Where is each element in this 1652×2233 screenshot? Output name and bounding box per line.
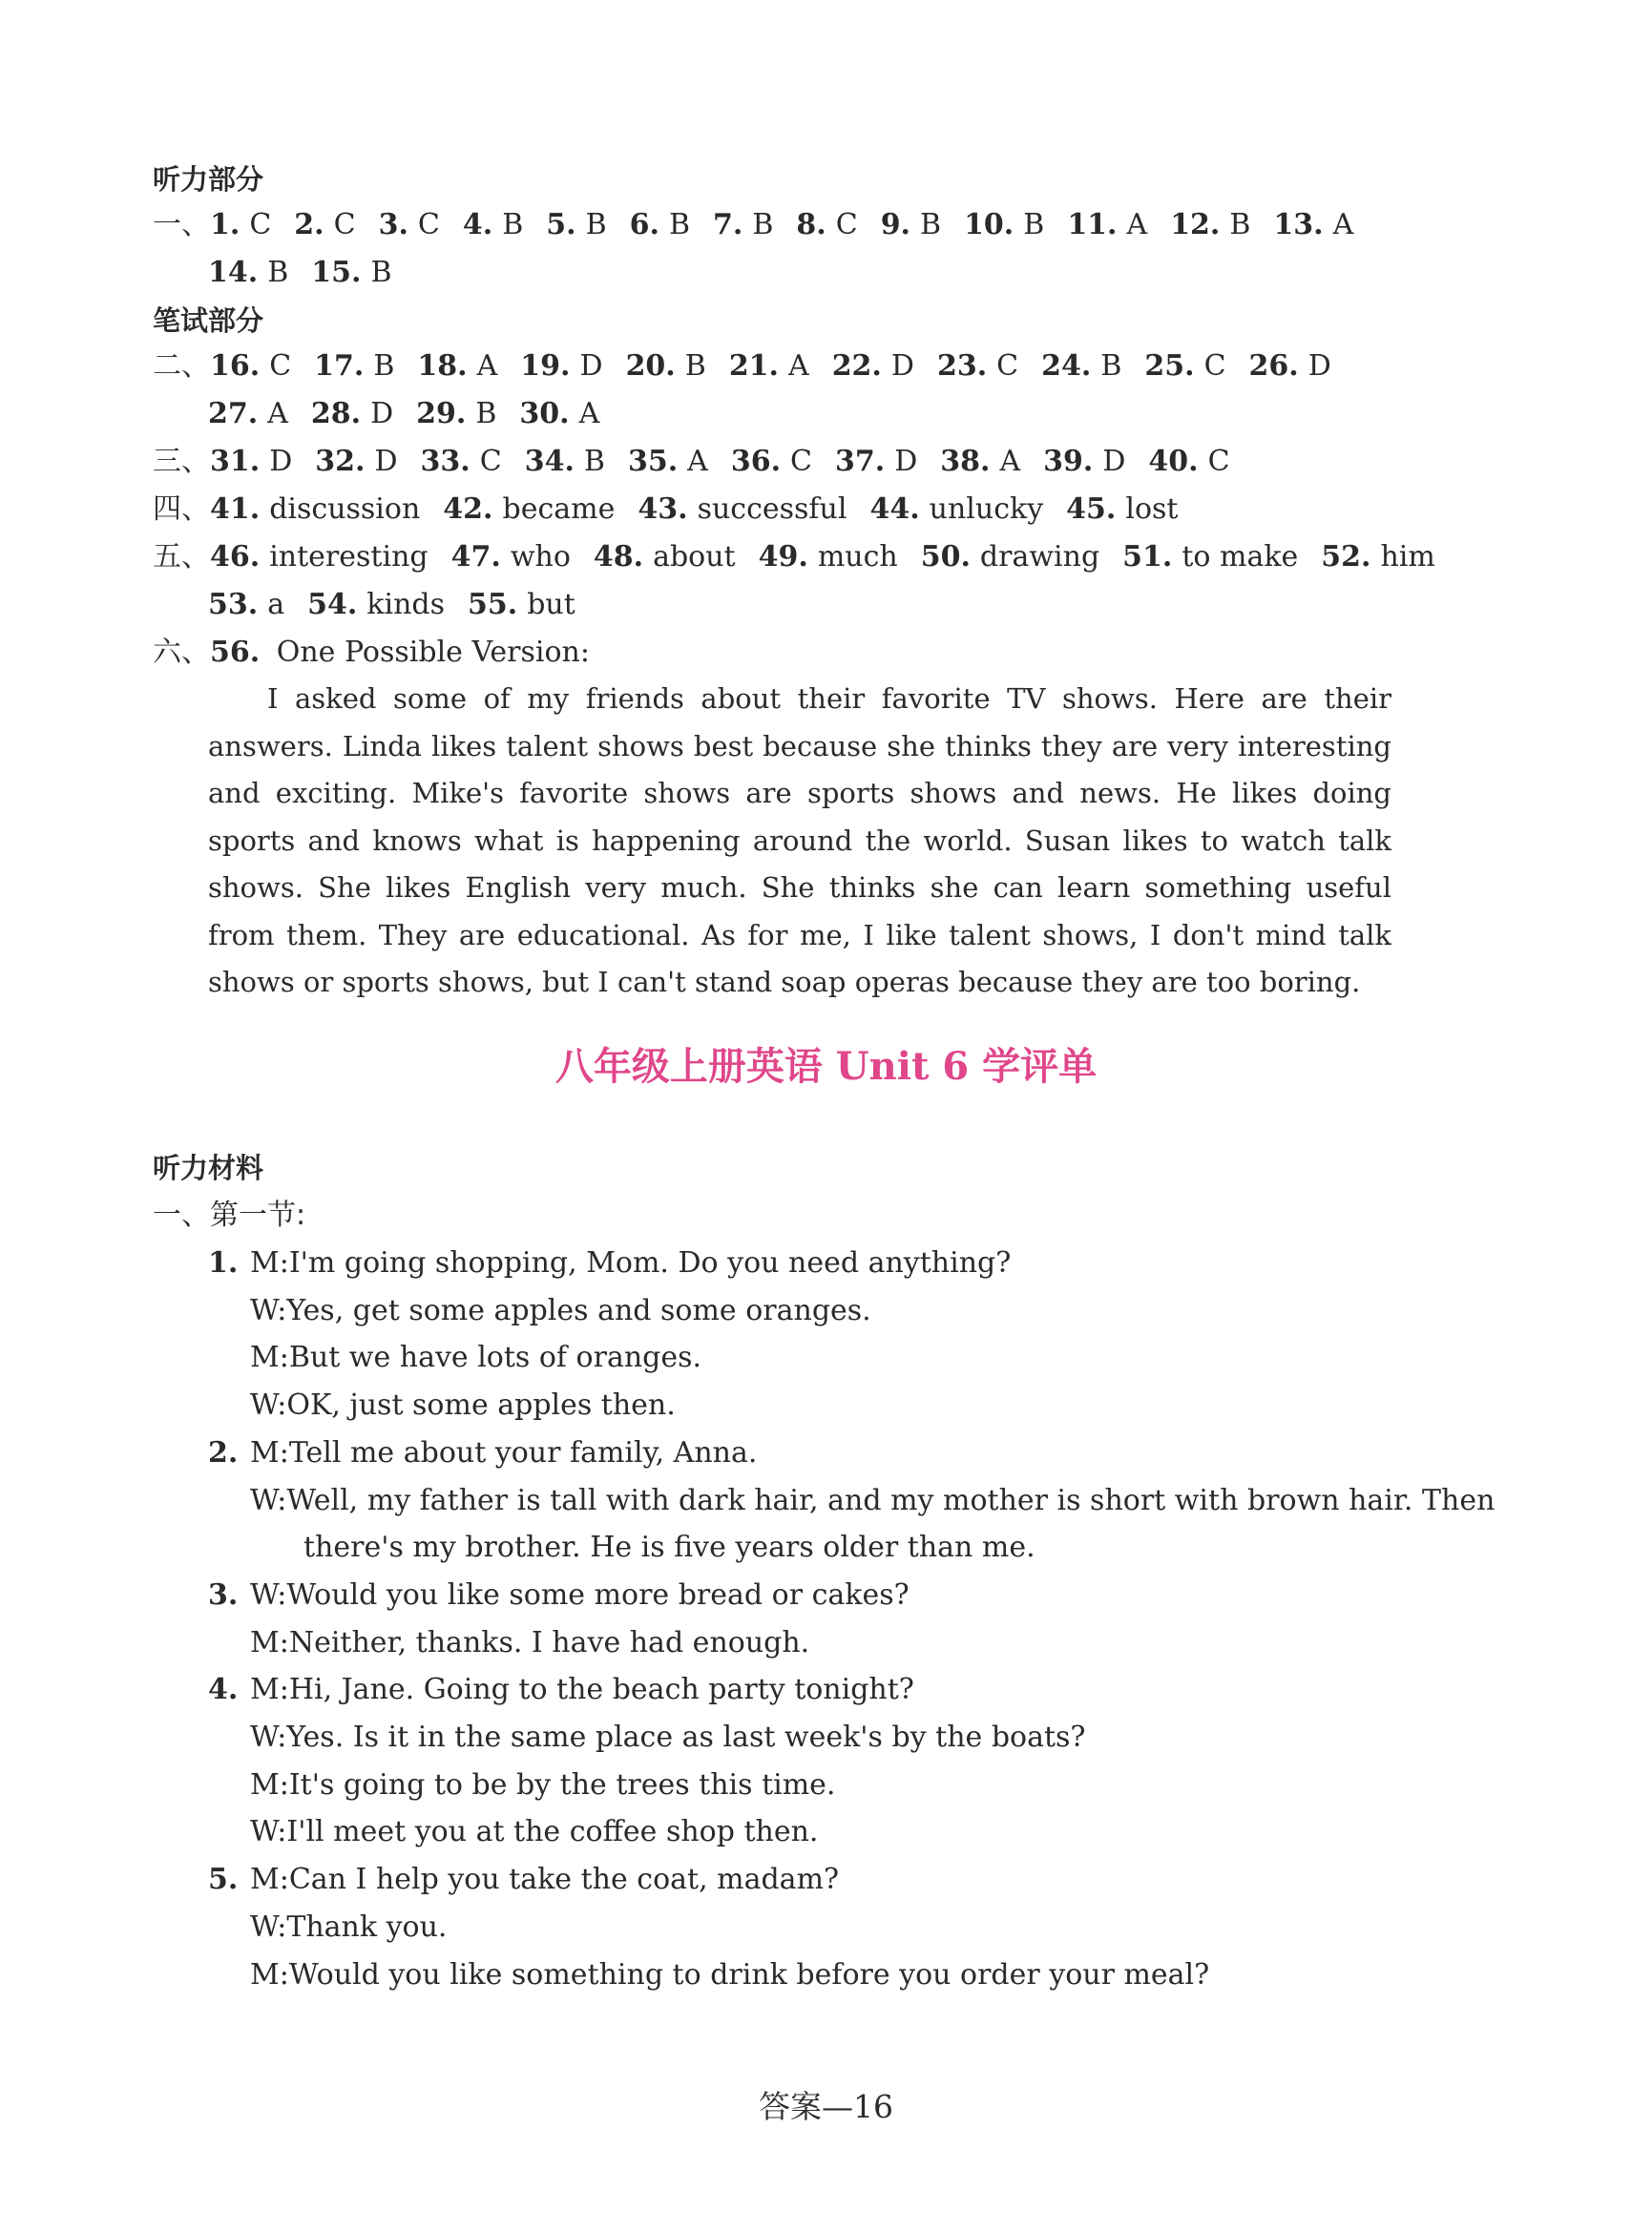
question-number: 5.	[546, 208, 576, 241]
answer-value: A	[578, 397, 600, 430]
question-number: 35.	[627, 445, 679, 478]
speaker-label: W:	[250, 1388, 287, 1423]
question-number: 51.	[1122, 540, 1173, 574]
part2-row1	[153, 347, 1412, 386]
question-number: 24.	[1041, 349, 1092, 383]
answer-value: C	[479, 445, 502, 478]
question-number: 21.	[728, 349, 780, 383]
answer-value: who	[510, 540, 571, 574]
answer-value: C	[996, 349, 1019, 383]
answer-value: kinds	[366, 588, 445, 621]
question-number: 54.	[307, 588, 358, 621]
question-number: 3.	[378, 208, 408, 241]
answer-value: B	[752, 208, 774, 241]
answer-item	[417, 347, 497, 386]
speaker-label: W:	[250, 1577, 287, 1612]
question-number: 17.	[314, 349, 365, 383]
answer-value: D	[1307, 349, 1331, 383]
answer-item	[731, 443, 812, 481]
part5-row2	[208, 586, 1468, 624]
question-number: 42.	[443, 492, 493, 526]
answer-value: C	[269, 349, 292, 383]
answer-value: D	[374, 445, 398, 478]
question-number: 28.	[310, 397, 362, 430]
answer-value: A	[1126, 208, 1148, 241]
question-number: 47.	[450, 540, 501, 574]
answer-item	[869, 490, 1043, 529]
answer-value: B	[585, 208, 607, 241]
question-number: 7.	[713, 208, 743, 241]
answer-value: A	[999, 445, 1021, 478]
answer-item	[519, 395, 599, 433]
part3-row1-items	[210, 445, 1230, 478]
answer-value: D	[894, 445, 918, 478]
part5-row1	[153, 538, 1435, 576]
question-number: 37.	[835, 445, 886, 478]
dialogue-line	[208, 1244, 1468, 1283]
speaker-label: W:	[250, 1721, 287, 1754]
utterance-text: Yes, get some apples and some oranges.	[286, 1293, 871, 1327]
answer-value: lost	[1125, 492, 1179, 526]
dialogue-line	[250, 1387, 1510, 1425]
answer-item	[208, 395, 288, 433]
answer-value: A	[476, 349, 498, 383]
page-footer: 答案—16	[759, 2088, 893, 2125]
listening-section-header: 听力部分	[153, 163, 264, 196]
utterance-text: Hi, Jane. Going to the beach party tonight?	[288, 1673, 914, 1707]
answer-item	[1273, 206, 1353, 244]
answer-item	[525, 443, 605, 481]
question-number: 32.	[315, 445, 366, 478]
part3-row1	[153, 443, 1412, 481]
utterance-text: Would you like some more bread or cakes?	[286, 1577, 910, 1612]
dialogue-line	[250, 1813, 1510, 1851]
utterance-text: Can I help you take the coat, madam?	[288, 1863, 840, 1897]
answer-item	[1148, 443, 1229, 481]
answer-value: B	[370, 256, 392, 289]
dialogue-line	[250, 1766, 1510, 1805]
question-number: 9.	[880, 208, 911, 241]
part2-row2	[208, 395, 1468, 433]
part5-row1-items	[210, 540, 1435, 574]
part1-row1	[153, 206, 1412, 244]
speaker-label: W:	[250, 1910, 287, 1944]
question-number: 20.	[625, 349, 676, 383]
question-number: 1.	[210, 208, 240, 241]
answer-value: B	[475, 397, 497, 430]
dialogue-line	[208, 1861, 1468, 1899]
question-number: 8.	[796, 208, 826, 241]
answer-item	[208, 254, 288, 292]
model-essay-text: I asked some of my friends about their favorite TV shows. Here are their answers. Linda likes talent shows best because she thinks they are very interesting and exciting. Mike's favorite shows are sports shows and news. He likes doing sports and knows what is happening around the world. Susan likes to watch talk shows. She likes English very much. She thinks she can learn something useful from them. They are educational. As for me, I like talent shows, I don't mind talk shows or sports shows, but I can't stand soap operas because they are too boring.	[208, 682, 1391, 998]
answer-item	[468, 586, 575, 624]
answer-item	[628, 443, 708, 481]
question-number: 10.	[964, 208, 1014, 241]
answer-item	[759, 538, 898, 576]
speaker-label: M:	[250, 1341, 289, 1375]
answer-item	[210, 538, 429, 576]
answer-value: C	[835, 208, 858, 241]
answer-item	[416, 395, 496, 433]
answer-item	[835, 443, 917, 481]
answer-value: unlucky	[929, 492, 1044, 526]
speaker-label: M:	[250, 1435, 289, 1470]
part1-prefix: 一、	[153, 208, 210, 241]
speaker-label: W:	[250, 1293, 287, 1327]
answer-item	[594, 538, 736, 576]
utterance-text: It's going to be by the trees this time.	[288, 1767, 836, 1802]
dialogue-number: 5.	[208, 1863, 239, 1897]
answer-item	[311, 395, 393, 433]
answer-item	[314, 347, 394, 386]
answer-item	[1066, 490, 1178, 529]
part1-row2	[208, 254, 1468, 292]
question-number: 6.	[629, 208, 659, 241]
listening-materials-header: 听力材料	[153, 1152, 264, 1184]
answer-item	[210, 206, 271, 244]
answer-value: a	[267, 588, 285, 621]
question-number: 53.	[208, 588, 259, 621]
question-number: 49.	[758, 540, 808, 574]
question-number: 41.	[210, 492, 261, 526]
question-number: 39.	[1043, 445, 1094, 478]
answer-item	[463, 206, 523, 244]
dialogue-line	[250, 1909, 1510, 1947]
question-number: 46.	[210, 540, 261, 574]
question-number: 14.	[208, 256, 259, 289]
answer-item	[208, 586, 284, 624]
answer-item	[626, 347, 706, 386]
dialogue-number: 4.	[208, 1673, 239, 1707]
speaker-label: M:	[250, 1767, 289, 1802]
part6-label: One Possible Version:	[276, 636, 590, 669]
speaker-label: M:	[250, 1863, 289, 1897]
question-number: 31.	[210, 445, 261, 478]
answer-value: B	[267, 256, 289, 289]
dialogue-number: 1.	[208, 1246, 239, 1280]
written-section-header: 笔试部分	[153, 304, 264, 337]
part1-row1-items	[210, 208, 1353, 241]
answer-item	[443, 490, 615, 529]
question-number: 52.	[1321, 540, 1371, 574]
answer-value: much	[817, 540, 898, 574]
model-essay	[208, 676, 1391, 1007]
answer-item	[1321, 538, 1435, 576]
answer-item	[546, 206, 606, 244]
dialogue-line	[208, 1576, 1468, 1615]
answer-value: B	[1023, 208, 1045, 241]
question-number: 55.	[468, 588, 518, 621]
dialogue-line	[208, 1671, 1468, 1709]
answer-item	[210, 443, 292, 481]
answer-item	[937, 347, 1018, 386]
answer-value: C	[1207, 445, 1230, 478]
answer-value: him	[1380, 540, 1435, 574]
answer-value: D	[1102, 445, 1126, 478]
speaker-label: M:	[250, 1625, 289, 1659]
dialogue-number: 2.	[208, 1435, 239, 1470]
question-number: 40.	[1148, 445, 1199, 478]
answer-value: A	[1332, 208, 1354, 241]
answer-value: to make	[1181, 540, 1299, 574]
utterance-text: Well, my father is tall with dark hair, and my mother is short with brown hair. Then	[286, 1483, 1495, 1517]
question-number: 12.	[1170, 208, 1221, 241]
answer-value: D	[269, 445, 293, 478]
answer-value: about	[653, 540, 736, 574]
utterance-text: there's my brother. He is five years older than me.	[303, 1531, 1035, 1565]
speaker-label: M:	[250, 1673, 289, 1707]
question-number: 33.	[420, 445, 471, 478]
answer-value: A	[687, 445, 708, 478]
question-number: 4.	[462, 208, 493, 241]
answer-item	[796, 206, 857, 244]
part6-number: 56.	[210, 636, 261, 669]
question-number: 16.	[210, 349, 261, 383]
question-number: 38.	[940, 445, 991, 478]
speaker-label: M:	[250, 1246, 289, 1280]
answer-value: B	[583, 445, 605, 478]
question-number: 13.	[1273, 208, 1324, 241]
part6-heading	[153, 634, 1412, 672]
answer-value: interesting	[269, 540, 429, 574]
part4-prefix: 四、	[153, 492, 210, 526]
answer-item	[1067, 206, 1147, 244]
answer-value: D	[370, 397, 394, 430]
question-number: 19.	[520, 349, 571, 383]
section1-label: 一、第一节:	[153, 1199, 306, 1232]
answer-item	[921, 538, 1099, 576]
answer-value: B	[373, 349, 395, 383]
answer-value: successful	[697, 492, 847, 526]
answer-item	[940, 443, 1020, 481]
question-number: 30.	[519, 397, 570, 430]
utterance-text: OK, just some apples then.	[286, 1388, 676, 1423]
answer-item	[1170, 206, 1250, 244]
answer-item	[451, 538, 571, 576]
answer-value: B	[684, 349, 706, 383]
unit-title: 八年级上册英语 Unit 6 学评单	[554, 1044, 1098, 1089]
answer-value: C	[1203, 349, 1226, 383]
answer-value: A	[267, 397, 288, 430]
answer-value: C	[333, 208, 356, 241]
question-number: 22.	[831, 349, 882, 383]
question-number: 2.	[294, 208, 324, 241]
question-number: 15.	[311, 256, 362, 289]
question-number: 27.	[208, 397, 259, 430]
answer-item	[379, 206, 440, 244]
dialogue-line	[250, 1292, 1510, 1330]
utterance-text: I'm going shopping, Mom. Do you need anything?	[288, 1246, 1012, 1280]
dialogue-line	[250, 1482, 1510, 1520]
answer-item	[1041, 347, 1121, 386]
answer-item	[421, 443, 502, 481]
question-number: 23.	[936, 349, 988, 383]
question-number: 45.	[1066, 492, 1117, 526]
dialogue-line	[250, 1956, 1510, 1994]
answer-value: C	[790, 445, 812, 478]
speaker-label: W:	[250, 1483, 287, 1517]
answer-value: B	[920, 208, 942, 241]
utterance-text: Yes. Is it in the same place as last week's by the boats?	[286, 1721, 1086, 1754]
dialogue-number: 3.	[208, 1577, 239, 1612]
answer-item	[210, 347, 291, 386]
answer-value: became	[502, 492, 616, 526]
answer-item	[311, 254, 391, 292]
answer-item	[964, 206, 1044, 244]
question-number: 25.	[1144, 349, 1195, 383]
answer-item	[881, 206, 941, 244]
utterance-text: I'll meet you at the coffee shop then.	[286, 1815, 819, 1849]
answer-value: B	[502, 208, 524, 241]
part2-prefix: 二、	[153, 349, 210, 383]
part4-row1-items	[210, 492, 1178, 526]
utterance-text: But we have lots of oranges.	[288, 1341, 702, 1375]
answer-value: B	[668, 208, 691, 241]
answer-item	[1249, 347, 1331, 386]
question-number: 11.	[1067, 208, 1118, 241]
answer-item	[307, 586, 445, 624]
question-number: 48.	[593, 540, 644, 574]
answer-item	[638, 490, 847, 529]
question-number: 29.	[416, 397, 467, 430]
answer-item	[294, 206, 355, 244]
utterance-text: Tell me about your family, Anna.	[288, 1435, 758, 1470]
answer-value: drawing	[979, 540, 1100, 574]
question-number: 44.	[869, 492, 920, 526]
question-number: 50.	[920, 540, 971, 574]
speaker-label: M:	[250, 1957, 289, 1992]
answer-value: C	[417, 208, 440, 241]
answer-item	[520, 347, 602, 386]
question-number: 18.	[417, 349, 468, 383]
answer-item	[832, 347, 914, 386]
part2-row1-items	[210, 349, 1331, 383]
part6-prefix: 六、	[153, 636, 210, 669]
answer-value: discussion	[269, 492, 421, 526]
part5-prefix: 五、	[153, 540, 210, 574]
answer-item	[315, 443, 397, 481]
dialogue-line	[303, 1529, 1563, 1567]
dialogue-line	[208, 1434, 1468, 1472]
dialogue-line	[250, 1339, 1510, 1377]
utterance-text: Would you like something to drink before you order your meal?	[288, 1957, 1210, 1992]
question-number: 36.	[730, 445, 782, 478]
answer-value: A	[788, 349, 809, 383]
answer-item	[1122, 538, 1298, 576]
utterance-text: Thank you.	[286, 1910, 448, 1944]
question-number: 26.	[1248, 349, 1299, 383]
answer-value: but	[527, 588, 575, 621]
answer-item	[1144, 347, 1225, 386]
answer-item	[210, 490, 420, 529]
dialogue-line	[250, 1719, 1510, 1757]
answer-item	[729, 347, 809, 386]
answer-value: B	[1100, 349, 1122, 383]
question-number: 34.	[524, 445, 575, 478]
question-number: 43.	[638, 492, 688, 526]
answer-item	[630, 206, 690, 244]
answer-value: D	[890, 349, 914, 383]
utterance-text: Neither, thanks. I have had enough.	[288, 1625, 810, 1659]
answer-value: C	[249, 208, 272, 241]
answer-item	[713, 206, 773, 244]
answer-value: B	[1229, 208, 1251, 241]
answer-item	[1043, 443, 1125, 481]
part3-prefix: 三、	[153, 445, 210, 478]
part4-row1	[153, 490, 1412, 529]
speaker-label: W:	[250, 1815, 287, 1849]
dialogue-line	[250, 1624, 1510, 1662]
answer-value: D	[579, 349, 603, 383]
